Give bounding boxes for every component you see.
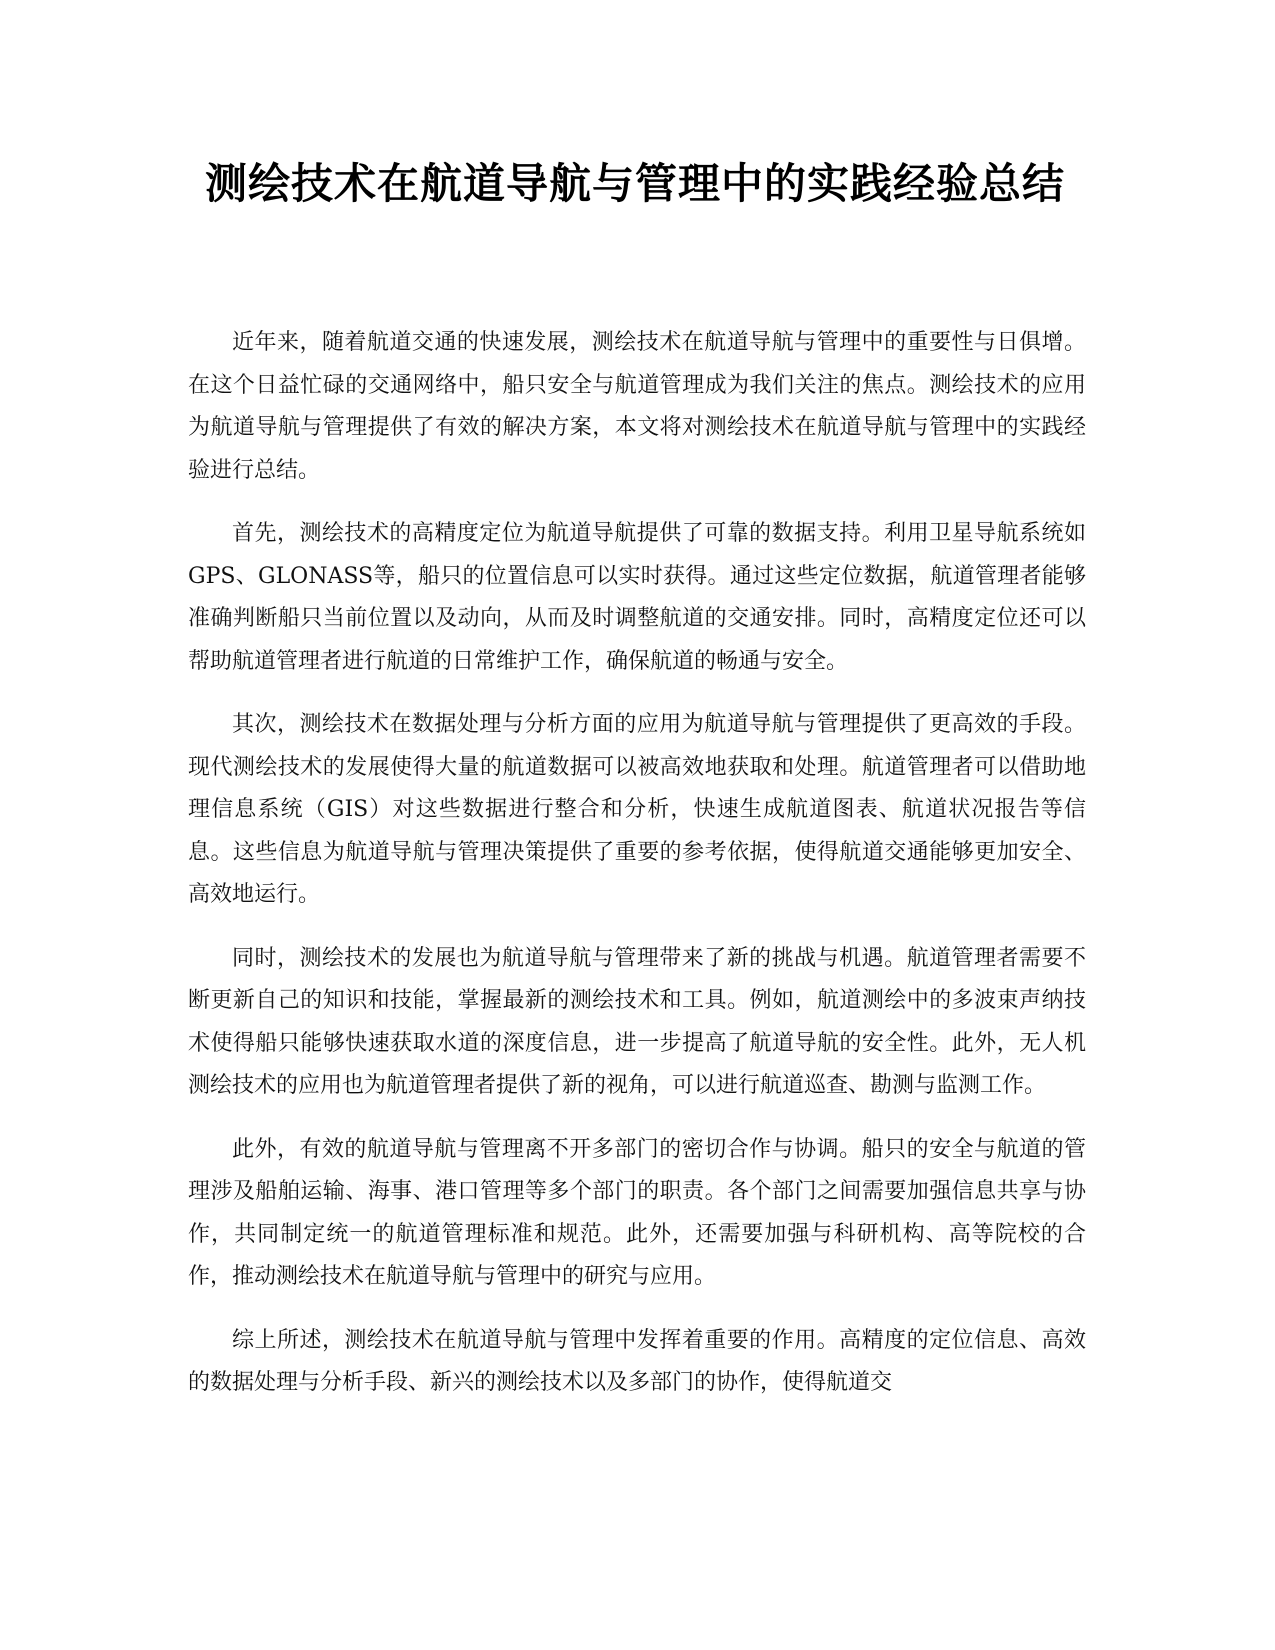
paragraph-3: 其次，测绘技术在数据处理与分析方面的应用为航道导航与管理提供了更高效的手段。现代测绘技术的发展使得大量的航道数据可以被高效地获取和处理。航道管理者可以借助地理信息系统（GIS）对这些数据进行整合和分析，快速生成航道图表、航道状况报告等信息。这些信息为航道导航与管理决策提供了重要的参考依据，使得航道交通能够更加安全、高效地运行。: [188, 712, 1086, 907]
paragraph-4: 同时，测绘技术的发展也为航道导航与管理带来了新的挑战与机遇。航道管理者需要不断更新自己的知识和技能，掌握最新的测绘技术和工具。例如，航道测绘中的多波束声纳技术使得船只能够快速获取水道的深度信息，进一步提高了航道导航的安全性。此外，无人机测绘技术的应用也为航道管理者提供了新的视角，可以进行航道巡查、勘测与监测工作。: [188, 945, 1086, 1098]
paragraph-2: 首先，测绘技术的高精度定位为航道导航提供了可靠的数据支持。利用卫星导航系统如GPS、GLONASS等，船只的位置信息可以实时获得。通过这些定位数据，航道管理者能够准确判断船只当前位置以及动向，从而及时调整航道的交通安排。同时，高精度定位还可以帮助航道管理者进行航道的日常维护工作，确保航道的畅通与安全。: [188, 521, 1086, 674]
paragraph-1: 近年来，随着航道交通的快速发展，测绘技术在航道导航与管理中的重要性与日俱增。在这个日益忙碌的交通网络中，船只安全与航道管理成为我们关注的焦点。测绘技术的应用为航道导航与管理提供了有效的解决方案，本文将对测绘技术在航道导航与管理中的实践经验进行总结。: [188, 330, 1086, 483]
paragraph-5: 此外，有效的航道导航与管理离不开多部门的密切合作与协调。船只的安全与航道的管理涉及船舶运输、海事、港口管理等多个部门的职责。各个部门之间需要加强信息共享与协作，共同制定统一的航道管理标准和规范。此外，还需要加强与科研机构、高等院校的合作，推动测绘技术在航道导航与管理中的研究与应用。: [188, 1136, 1086, 1289]
document-body: [188, 322, 1086, 1426]
paragraph-6: 综上所述，测绘技术在航道导航与管理中发挥着重要的作用。高精度的定位信息、高效的数据处理与分析手段、新兴的测绘技术以及多部门的协作，使得航道交: [188, 1327, 1086, 1395]
document-title: 测绘技术在航道导航与管理中的实践经验总结: [204, 159, 1065, 208]
